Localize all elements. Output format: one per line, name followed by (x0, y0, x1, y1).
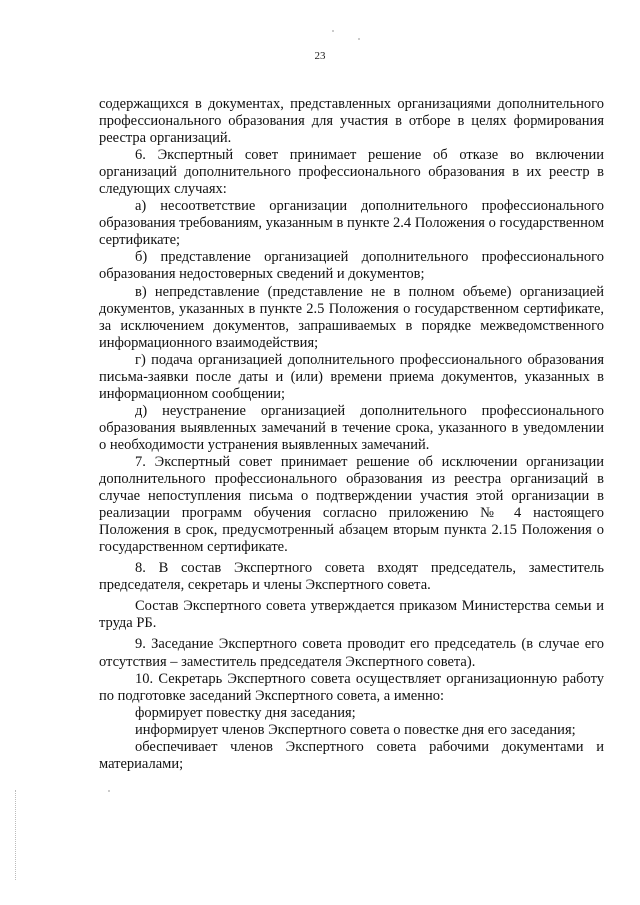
paragraph-item-7: 7. Экспертный совет принимает решение об исключении организации дополнительного профессионального образования из реестра организаций в случае непоступления письма о подтверждении участия этой организации в реализации программ обучения согласно приложению № 4 настоящего Положения в срок, предусмотренный абзацем вторым пункта 2.15 Положения о государственном сертификате. (99, 453, 604, 556)
paragraph-duty-documents: обеспечивает членов Экспертного совета рабочими документами и материалами; (99, 738, 604, 772)
paragraph-council-composition: Состав Экспертного совета утверждается приказом Министерства семьи и труда РБ. (99, 598, 604, 632)
paragraph-item-10: 10. Секретарь Экспертного совета осуществляет организационную работу по подготовке заседаний Экспертного совета, а именно: (99, 670, 604, 704)
scan-speck (358, 38, 360, 40)
paragraph-continuation: содержащихся в документах, представленных организациями дополнительного профессионального образования для участия в отборе в целях формирования реестра организаций. (99, 96, 604, 147)
paragraph-item-9: 9. Заседание Экспертного совета проводит его председатель (в случае его отсутствия – заместитель председателя Экспертного совета). (99, 636, 604, 670)
scan-speck (108, 790, 110, 792)
scan-speck (332, 30, 334, 32)
page-number: 23 (314, 50, 326, 62)
paragraph-duty-inform: информирует членов Экспертного совета о повестке дня его заседания; (135, 721, 576, 738)
paragraph-sub-g: г) подача организацией дополнительного профессионального образования письма-заявки после даты и (или) времени приема документов, указанных в информационном сообщении; (99, 351, 604, 402)
paragraph-sub-b: б) представление организацией дополнительного профессионального образования недостоверных сведений и документов; (99, 249, 604, 283)
document-body (99, 96, 604, 773)
paragraph-sub-d: д) неустранение организацией дополнительного профессионального образования выявленных замечаний в течение срока, указанного в уведомлении о необходимости устранения выявленных замечаний. (99, 402, 604, 453)
scan-margin-marks (15, 790, 18, 880)
paragraph-item-8: 8. В состав Экспертного совета входят председатель, заместитель председателя, секретарь и члены Экспертного совета. (99, 560, 604, 594)
paragraph-item-6: 6. Экспертный совет принимает решение об отказе во включении организаций дополнительного профессионального образования в их реестр в следующих случаях: (99, 147, 604, 198)
paragraph-duty-agenda: формирует повестку дня заседания; (135, 704, 356, 721)
paragraph-sub-v: в) непредставление (представление не в полном объеме) организацией документов, указанных в пункте 2.5 Положения о государственном сертификате, за исключением документов, запрашиваемых в порядке межведомственного информационного взаимодействия; (99, 283, 604, 351)
paragraph-sub-a: а) несоответствие организации дополнительного профессионального образования требованиям, указанным в пункте 2.4 Положения о государственном сертификате; (99, 198, 604, 249)
